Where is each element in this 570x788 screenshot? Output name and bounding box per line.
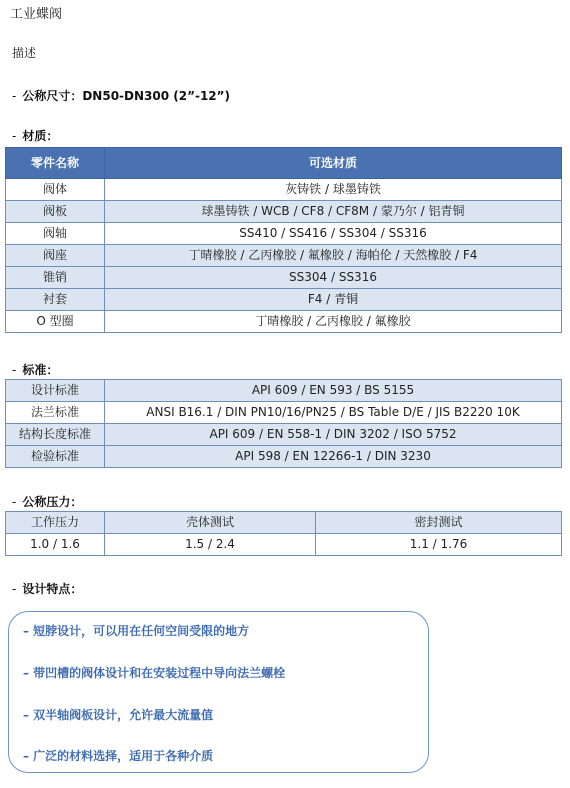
table-row bbox=[6, 289, 562, 311]
page-title: 工业蝶阀 bbox=[10, 7, 63, 22]
bullet-dash: - bbox=[12, 582, 17, 596]
table-row bbox=[6, 267, 562, 289]
pressure-label: 公称压力： bbox=[22, 495, 83, 509]
pressure-header-cell: 工作压力 bbox=[6, 512, 105, 534]
material-cell: 灰铸铁 / 球墨铸铁 bbox=[105, 179, 562, 201]
materials-table bbox=[5, 147, 562, 333]
pressure-table bbox=[5, 511, 562, 556]
feature-item: – 带凹槽的阀体设计和在安装过程中导向法兰螺栓 bbox=[23, 666, 286, 680]
bullet-dash: - bbox=[12, 89, 17, 103]
part-name-cell: 阀座 bbox=[6, 245, 105, 267]
pressure-header-cell: 壳体测试 bbox=[105, 512, 316, 534]
feature-item: – 短脖设计，可以用在任何空间受限的地方 bbox=[23, 624, 250, 638]
feature-item: – 广泛的材料选择，适用于各种介质 bbox=[23, 749, 214, 763]
table-row bbox=[6, 223, 562, 245]
bullet-dash: - bbox=[12, 363, 17, 377]
material-cell: SS304 / SS316 bbox=[105, 267, 562, 289]
table-row bbox=[6, 380, 562, 402]
table-row bbox=[6, 534, 562, 556]
part-name-cell: 衬套 bbox=[6, 289, 105, 311]
pressure-value-cell: 1.1 / 1.76 bbox=[316, 534, 562, 556]
table-row bbox=[6, 402, 562, 424]
material-cell: SS410 / SS416 / SS304 / SS316 bbox=[105, 223, 562, 245]
table-row bbox=[6, 201, 562, 223]
part-name-cell: O 型圈 bbox=[6, 311, 105, 333]
material-cell: 丁晴橡胶 / 乙丙橡胶 / 氟橡胶 bbox=[105, 311, 562, 333]
standard-type-cell: 法兰标准 bbox=[6, 402, 105, 424]
part-name-cell: 阀体 bbox=[6, 179, 105, 201]
materials-heading bbox=[12, 127, 58, 144]
standards-label: 标准： bbox=[22, 363, 59, 377]
table-header: 零件名称 bbox=[6, 148, 105, 179]
table-row bbox=[6, 179, 562, 201]
pressure-value-cell: 1.0 / 1.6 bbox=[6, 534, 105, 556]
standard-value-cell: ANSI B16.1 / DIN PN10/16/PN25 / BS Table D/E / JIS B2220 10K bbox=[105, 402, 562, 424]
table-row bbox=[6, 512, 562, 534]
standard-value-cell: API 609 / EN 593 / BS 5155 bbox=[105, 380, 562, 402]
part-name-cell: 锥销 bbox=[6, 267, 105, 289]
description-heading: 描述 bbox=[12, 46, 37, 60]
feature-item: – 双半轴阀板设计，允许最大流量值 bbox=[23, 708, 214, 722]
material-cell: 球墨铸铁 / WCB / CF8 / CF8M / 蒙乃尔 / 铝青铜 bbox=[105, 201, 562, 223]
features-heading bbox=[12, 580, 82, 597]
standard-type-cell: 检验标准 bbox=[6, 446, 105, 468]
bullet-dash: - bbox=[12, 129, 17, 143]
pressure-heading bbox=[12, 493, 82, 510]
part-name-cell: 阀轴 bbox=[6, 223, 105, 245]
table-row bbox=[6, 424, 562, 446]
material-cell: F4 / 青铜 bbox=[105, 289, 562, 311]
standard-type-cell: 结构长度标准 bbox=[6, 424, 105, 446]
features-box bbox=[8, 611, 429, 773]
bullet-dash: - bbox=[12, 495, 17, 509]
standard-type-cell: 设计标准 bbox=[6, 380, 105, 402]
nominal-size-heading bbox=[12, 87, 230, 104]
table-row bbox=[6, 311, 562, 333]
pressure-header-cell: 密封测试 bbox=[316, 512, 562, 534]
table-header: 可选材质 bbox=[105, 148, 562, 179]
nominal-size-label: 公称尺寸：DN50-DN300 (2”-12”) bbox=[22, 89, 231, 103]
material-cell: 丁晴橡胶 / 乙丙橡胶 / 氟橡胶 / 海帕伦 / 天然橡胶 / F4 bbox=[105, 245, 562, 267]
standards-heading bbox=[12, 361, 58, 378]
features-label: 设计特点： bbox=[22, 582, 83, 596]
standards-table bbox=[5, 379, 562, 468]
table-row bbox=[6, 245, 562, 267]
part-name-cell: 阀板 bbox=[6, 201, 105, 223]
standard-value-cell: API 609 / EN 558-1 / DIN 3202 / ISO 5752 bbox=[105, 424, 562, 446]
standard-value-cell: API 598 / EN 12266-1 / DIN 3230 bbox=[105, 446, 562, 468]
pressure-value-cell: 1.5 / 2.4 bbox=[105, 534, 316, 556]
table-row bbox=[6, 446, 562, 468]
materials-label: 材质： bbox=[22, 129, 59, 143]
